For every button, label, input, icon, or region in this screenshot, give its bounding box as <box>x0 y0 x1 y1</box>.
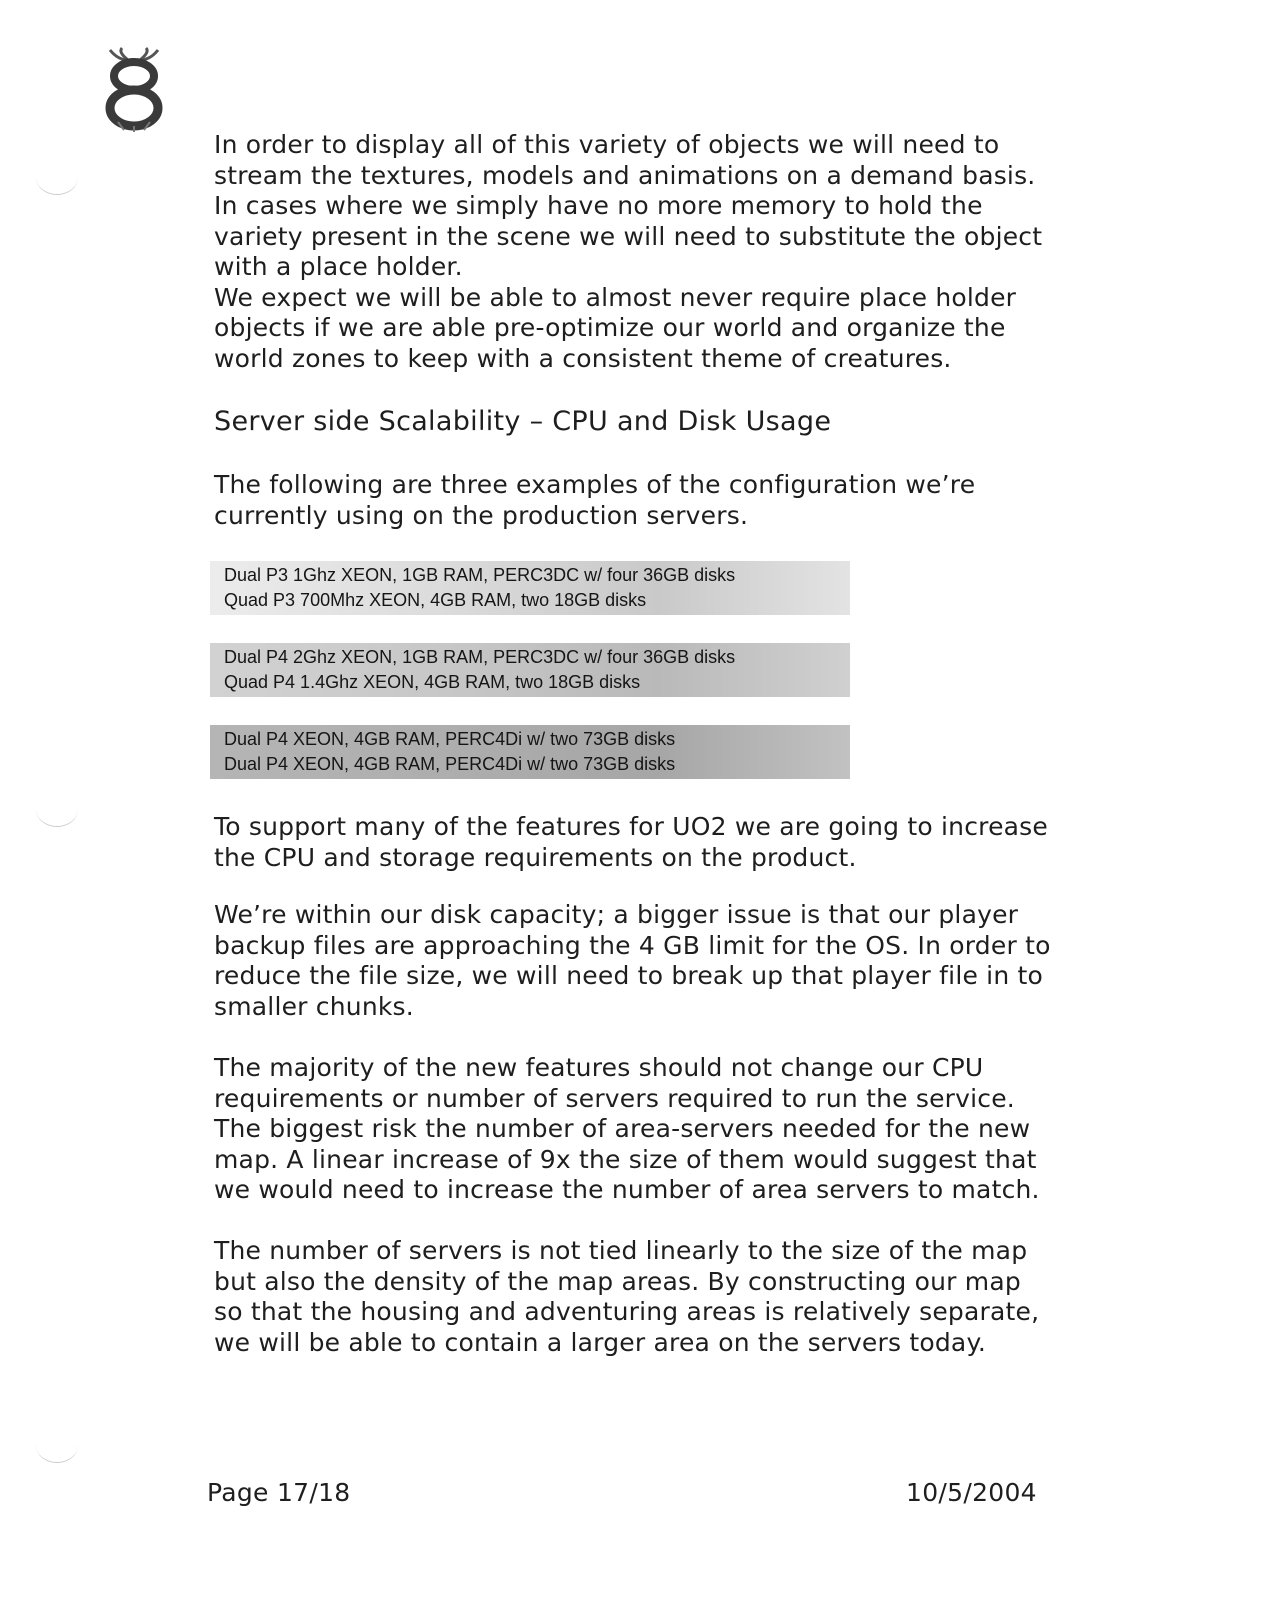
server-config-1 <box>210 561 850 615</box>
document-date: 10/5/2004 <box>906 1478 1037 1507</box>
paragraph-place-holder: We expect we will be able to almost never require place holder objects if we are able pre-optimize our world and organize the world zones to keep with a consistent theme of creatures. <box>214 282 1017 373</box>
intro-paragraph: The following are three examples of the configuration we’re currently using on the production servers. <box>214 470 976 530</box>
paragraph-map-density: The number of servers is not tied linearly to the size of the map but also the density of the map areas. By constructing our map so that the housing and adventuring areas is relatively separate, we will be able to contain a larger area on the servers today. <box>214 1236 1040 1357</box>
server-config-3 <box>210 725 850 779</box>
config-line: Dual P3 1Ghz XEON, 1GB RAM, PERC3DC w/ four 36GB disks <box>224 565 736 585</box>
config-line: Dual P4 2Ghz XEON, 1GB RAM, PERC3DC w/ four 36GB disks <box>224 647 736 667</box>
logo-icon <box>104 46 164 132</box>
paragraph-disk-capacity: We’re within our disk capacity; a bigger issue is that our player backup files are approaching the 4 GB limit for the OS. In order to reduce the file size, we will need to break up that player file in to smaller chunks. <box>214 900 1051 1021</box>
paragraph-cpu-requirements: The majority of the new features should not change our CPU requirements or number of servers required to run the service. The biggest risk the number of area-servers needed for the new map. A linear increase of 9x the size of them would suggest that we would need to increase the number of area servers to match. <box>214 1053 1040 1204</box>
paragraph-streaming: In order to display all of this variety of objects we will need to stream the textures, models and animations on a demand basis. In cases where we simply have no more memory to hold the variety present in the scene we will need to substitute the object with a place holder. <box>214 130 1043 281</box>
punch-hole-mark <box>36 792 78 827</box>
punch-hole-mark <box>36 160 78 195</box>
streaming-paragraphs <box>214 130 1054 374</box>
config-line: Quad P4 1.4Ghz XEON, 4GB RAM, two 18GB disks <box>224 672 641 692</box>
paragraph-uo2-features: To support many of the features for UO2 we are going to increase the CPU and storage requirements on the product. <box>214 812 1048 872</box>
server-config-2 <box>210 643 850 697</box>
section-heading: Server side Scalability – CPU and Disk Usage <box>214 406 832 437</box>
punch-hole-mark <box>36 1428 78 1463</box>
page-number: Page 17/18 <box>207 1478 351 1507</box>
config-line: Dual P4 XEON, 4GB RAM, PERC4Di w/ two 73GB disks <box>224 729 676 749</box>
config-line: Quad P3 700Mhz XEON, 4GB RAM, two 18GB disks <box>224 590 647 610</box>
config-line: Dual P4 XEON, 4GB RAM, PERC4Di w/ two 73GB disks <box>224 754 676 774</box>
